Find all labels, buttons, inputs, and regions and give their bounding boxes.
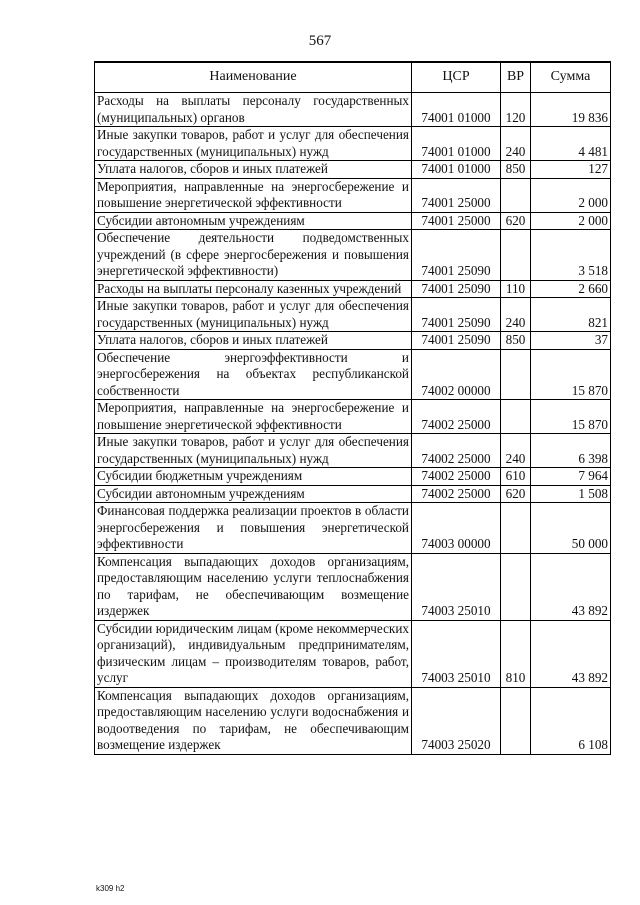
cell-csr: 74003 25010 (412, 620, 501, 687)
cell-name: Субсидии автономным учреждениям (95, 485, 412, 503)
cell-csr: 74001 01000 (412, 161, 501, 179)
cell-sum: 37 (531, 332, 611, 350)
cell-vr: 850 (501, 332, 531, 350)
cell-name: Иные закупки товаров, работ и услуг для обеспечения государственных (муниципальных) нужд (95, 434, 412, 468)
table-row (95, 127, 611, 161)
cell-name: Мероприятия, направленные на энергосбережение и повышение энергетической эффективности (95, 178, 412, 212)
cell-name: Уплата налогов, сборов и иных платежей (95, 161, 412, 179)
cell-name: Субсидии юридическим лицам (кроме некоммерческих организаций), индивидуальным предпринимателям, физическим лицам – производителям товаров, работ, услуг (95, 620, 412, 687)
cell-csr: 74002 25000 (412, 485, 501, 503)
cell-csr: 74002 25000 (412, 468, 501, 486)
table-row (95, 93, 611, 127)
cell-vr: 110 (501, 280, 531, 298)
footer-code: k309 h2 (96, 884, 125, 893)
cell-sum: 43 892 (531, 553, 611, 620)
cell-name: Уплата налогов, сборов и иных платежей (95, 332, 412, 350)
cell-sum: 2 000 (531, 212, 611, 230)
cell-vr: 850 (501, 161, 531, 179)
table-row (95, 349, 611, 400)
cell-csr: 74001 25090 (412, 298, 501, 332)
cell-csr: 74001 01000 (412, 127, 501, 161)
cell-vr: 620 (501, 212, 531, 230)
cell-name: Иные закупки товаров, работ и услуг для обеспечения государственных (муниципальных) нужд (95, 127, 412, 161)
table-row (95, 212, 611, 230)
budget-table (94, 61, 611, 755)
cell-csr: 74001 01000 (412, 93, 501, 127)
cell-sum: 19 836 (531, 93, 611, 127)
table-row (95, 178, 611, 212)
cell-name: Компенсация выпадающих доходов организациям, предоставляющим населению услуги водоснабжения и водоотведения по тарифам, не обеспечивающим возмещение издержек (95, 687, 412, 754)
cell-sum: 2 660 (531, 280, 611, 298)
cell-vr: 120 (501, 93, 531, 127)
cell-sum: 50 000 (531, 503, 611, 554)
table-row (95, 620, 611, 687)
cell-vr: 240 (501, 434, 531, 468)
cell-csr: 74001 25000 (412, 212, 501, 230)
cell-name: Компенсация выпадающих доходов организациям, предоставляющим населению услуги теплоснабжения по тарифам, не обеспечивающим возмещение издержек (95, 553, 412, 620)
cell-csr: 74003 25020 (412, 687, 501, 754)
cell-vr (501, 687, 531, 754)
table-row (95, 161, 611, 179)
table-row (95, 687, 611, 754)
cell-name: Расходы на выплаты персоналу государственных (муниципальных) органов (95, 93, 412, 127)
cell-vr (501, 230, 531, 281)
cell-name: Субсидии автономным учреждениям (95, 212, 412, 230)
cell-csr: 74001 25000 (412, 178, 501, 212)
cell-csr: 74003 00000 (412, 503, 501, 554)
cell-name: Субсидии бюджетным учреждениям (95, 468, 412, 486)
table-row (95, 332, 611, 350)
table-row (95, 280, 611, 298)
cell-csr: 74003 25010 (412, 553, 501, 620)
cell-name: Финансовая поддержка реализации проектов в области энергосбережения и повышения энергетической эффективности (95, 503, 412, 554)
table-row (95, 230, 611, 281)
column-header-sum: Сумма (531, 62, 611, 93)
cell-sum: 7 964 (531, 468, 611, 486)
table-row (95, 298, 611, 332)
table-row (95, 485, 611, 503)
cell-vr: 610 (501, 468, 531, 486)
table-body (95, 93, 611, 755)
table-row (95, 434, 611, 468)
cell-csr: 74001 25090 (412, 230, 501, 281)
table-row (95, 553, 611, 620)
cell-sum: 4 481 (531, 127, 611, 161)
column-header-vr: ВР (501, 62, 531, 93)
cell-name: Обеспечение энергоэффективности и энергосбережения на объектах республиканской собственности (95, 349, 412, 400)
cell-sum: 3 518 (531, 230, 611, 281)
cell-sum: 127 (531, 161, 611, 179)
cell-csr: 74001 25090 (412, 332, 501, 350)
cell-name: Расходы на выплаты персоналу казенных учреждений (95, 280, 412, 298)
table-row (95, 468, 611, 486)
cell-sum: 2 000 (531, 178, 611, 212)
table-row (95, 400, 611, 434)
cell-name: Обеспечение деятельности подведомственных учреждений (в сфере энергосбережения и повышения энергетической эффективности) (95, 230, 412, 281)
cell-csr: 74002 25000 (412, 434, 501, 468)
table-header-row (95, 62, 611, 93)
cell-sum: 1 508 (531, 485, 611, 503)
table-row (95, 503, 611, 554)
cell-csr: 74002 25000 (412, 400, 501, 434)
cell-sum: 43 892 (531, 620, 611, 687)
cell-csr: 74001 25090 (412, 280, 501, 298)
cell-csr: 74002 00000 (412, 349, 501, 400)
cell-vr (501, 553, 531, 620)
cell-sum: 821 (531, 298, 611, 332)
cell-sum: 15 870 (531, 349, 611, 400)
column-header-csr: ЦСР (412, 62, 501, 93)
page-number: 567 (308, 33, 332, 49)
cell-vr: 240 (501, 127, 531, 161)
cell-sum: 6 398 (531, 434, 611, 468)
cell-sum: 6 108 (531, 687, 611, 754)
cell-name: Иные закупки товаров, работ и услуг для обеспечения государственных (муниципальных) нужд (95, 298, 412, 332)
cell-vr (501, 400, 531, 434)
cell-vr: 240 (501, 298, 531, 332)
cell-name: Мероприятия, направленные на энергосбережение и повышение энергетической эффективности (95, 400, 412, 434)
cell-vr (501, 349, 531, 400)
cell-vr: 810 (501, 620, 531, 687)
cell-vr (501, 503, 531, 554)
cell-sum: 15 870 (531, 400, 611, 434)
column-header-name: Наименование (95, 62, 412, 93)
cell-vr (501, 178, 531, 212)
cell-vr: 620 (501, 485, 531, 503)
